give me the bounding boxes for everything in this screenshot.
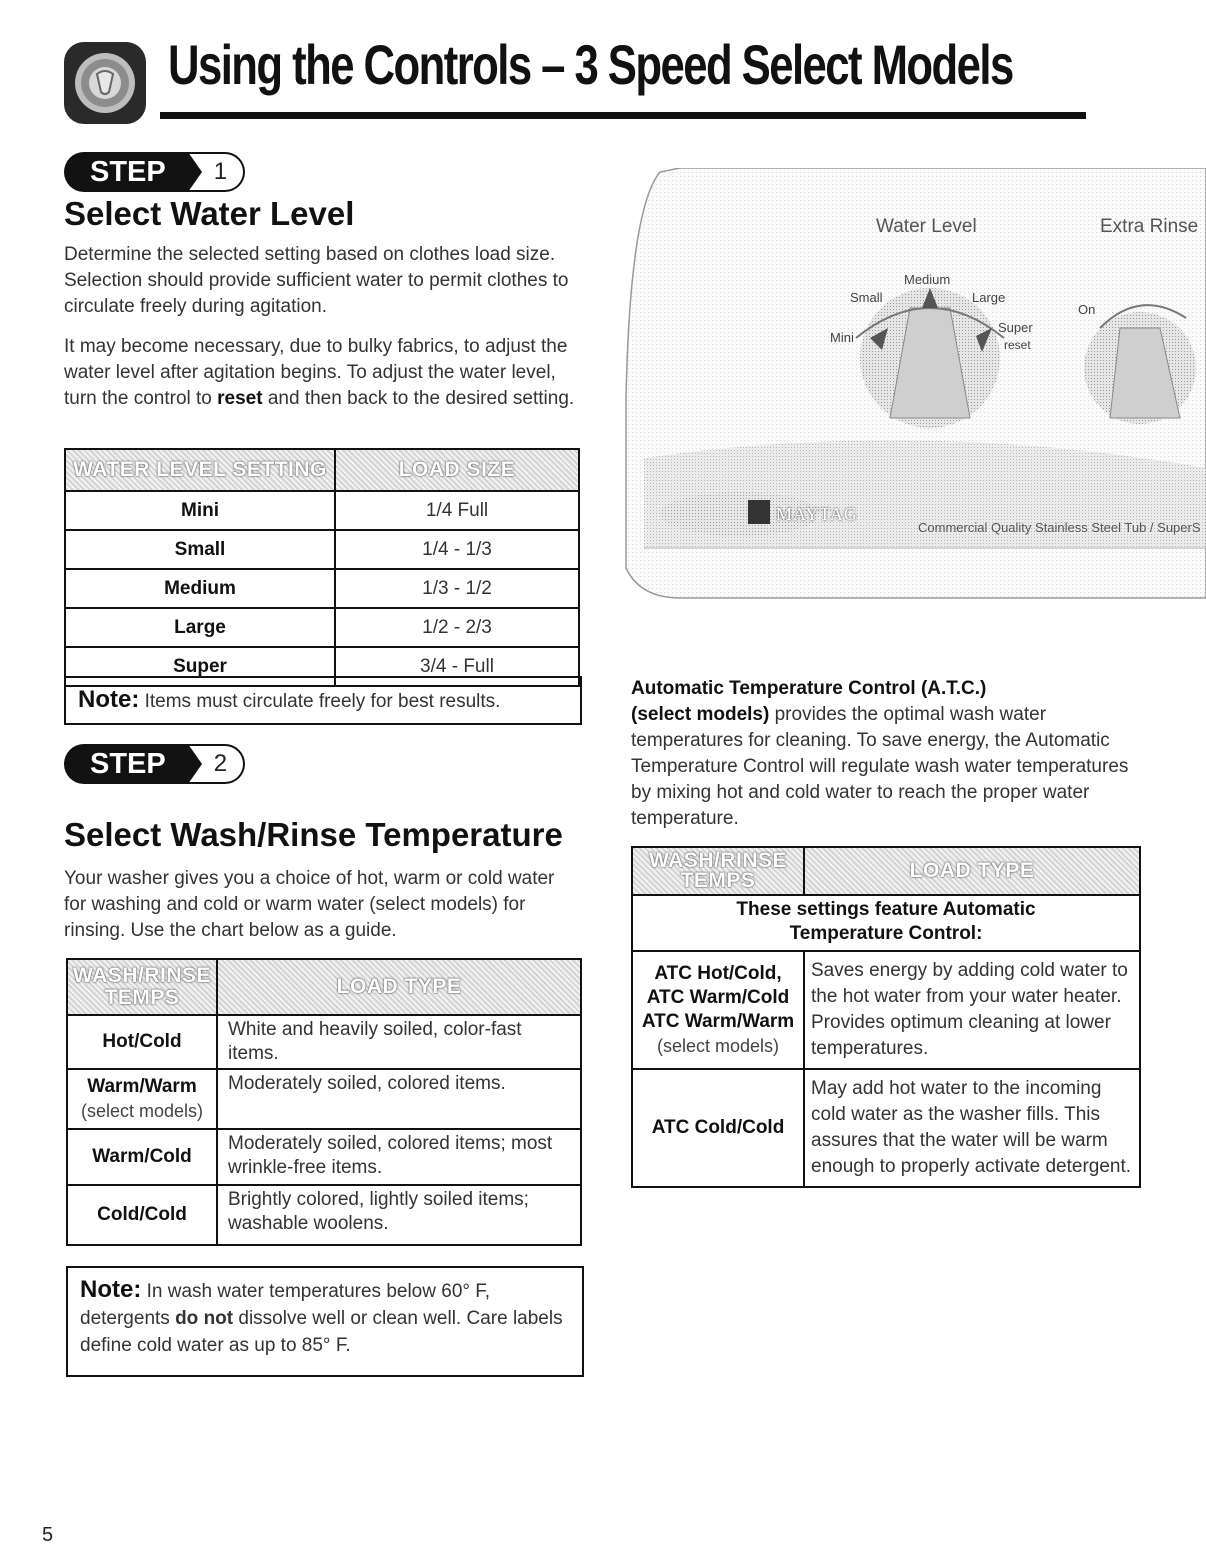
table-cell: Small — [65, 530, 335, 569]
table-row — [67, 1069, 581, 1129]
table-cell: Cold/Cold — [67, 1185, 217, 1245]
step-1-heading: Select Water Level — [64, 195, 355, 232]
table-cell: Brightly colored, lightly soiled items; washable woolens. — [217, 1185, 581, 1245]
step-label: STEP — [64, 744, 188, 784]
step-2-para: Your washer gives you a choice of hot, warm or cold water for washing and cold or warm water (select models) for rinsing. Use the chart below as a guide. — [64, 868, 555, 941]
water-level-table — [64, 448, 580, 687]
knob-label-on: On — [1078, 302, 1096, 317]
note-label: Note: — [78, 686, 140, 713]
table-cell: Saves energy by adding cold water to the hot water from your water heater. Provides optimum cleaning at lower temperatures. — [804, 951, 1140, 1069]
maytag-logo-icon — [748, 500, 770, 524]
step-1-para-1: Determine the selected setting based on clothes load size. Selection should provide sufficient water to permit clothes to circulate freely during agitation. — [64, 244, 569, 317]
step-1-para-2: It may become necessary, due to bulky fabrics, to adjust the water level after agitation begins. To adjust the water level, turn the control to reset and then back to the desired setting. — [64, 336, 575, 409]
step-number: 1 — [188, 152, 245, 192]
title-rule — [160, 112, 1086, 119]
extra-rinse-label: Extra Rinse — [1100, 216, 1199, 237]
atc-lead: (select models) — [631, 704, 770, 725]
table-row — [65, 608, 579, 647]
note-box-1 — [64, 676, 582, 725]
table-cell: ATC Cold/Cold — [632, 1069, 804, 1187]
step-2-badge — [64, 744, 245, 784]
page-title: Using the Controls – 3 Speed Select Models — [168, 33, 1013, 96]
knob-label-large: Large — [972, 290, 1006, 305]
controls-knob-icon — [62, 40, 148, 126]
knob-label-small: Small — [850, 290, 883, 305]
table-cell: 1/4 - 1/3 — [335, 530, 579, 569]
table-header: WASH/RINSE TEMPS — [632, 847, 804, 895]
table-cell: ATC Hot/Cold, ATC Warm/Cold ATC Warm/Warm (select models) — [632, 951, 804, 1069]
table-row — [65, 569, 579, 608]
note-text: Items must circulate freely for best results. — [139, 691, 501, 712]
table-header: WASH/RINSE TEMPS — [67, 959, 217, 1015]
atc-table — [631, 846, 1141, 1188]
table-cell: Warm/Cold — [67, 1129, 217, 1185]
table-header: LOAD TYPE — [217, 959, 581, 1015]
table-row — [67, 1185, 581, 1245]
atc-paragraph: Automatic Temperature Control (A.T.C.) (select models) provides the optimal wash water temperatures for cleaning. To save energy, the Automatic Temperature Control will regulate wash water temperatures by mixing hot and cold water to reach the proper water temperature. — [631, 678, 1129, 829]
table-header: WATER LEVEL SETTING — [65, 449, 335, 491]
table-row — [632, 895, 1140, 951]
table-row — [67, 1015, 581, 1069]
table-cell: White and heavily soiled, color-fast items. — [217, 1015, 581, 1069]
table-row — [65, 491, 579, 530]
note-box-2: Note: In wash water temperatures below 60° F, detergents do not dissolve well or clean well. Care labels define cold water as up to 85° F. — [66, 1266, 584, 1377]
atc-title: Automatic Temperature Control (A.T.C.) — [631, 678, 987, 699]
table-cell: Super — [65, 647, 335, 686]
step-label: STEP — [64, 152, 188, 192]
knob-label-super: Super — [998, 320, 1033, 335]
table-cell: 1/3 - 1/2 — [335, 569, 579, 608]
table-row — [632, 951, 1140, 1069]
table-header: LOAD SIZE — [335, 449, 579, 491]
step-2-heading: Select Wash/Rinse Temperature — [64, 816, 563, 853]
brand-tagline: Commercial Quality Stainless Steel Tub / SuperS — [918, 520, 1201, 535]
knob-label-mini: Mini — [830, 330, 854, 345]
table-row — [632, 1069, 1140, 1187]
knob-label-reset: reset — [1004, 338, 1031, 352]
table-cell: Mini — [65, 491, 335, 530]
brand-name: MAYTAG — [776, 504, 858, 524]
table-cell: Warm/Warm (select models) — [67, 1069, 217, 1129]
page-number: 5 — [42, 1524, 54, 1546]
table-row — [67, 1129, 581, 1185]
water-level-label: Water Level — [876, 216, 977, 237]
table-cell: Large — [65, 608, 335, 647]
wash-rinse-table — [66, 958, 582, 1246]
table-cell: Moderately soiled, colored items. — [217, 1069, 581, 1129]
table-header: LOAD TYPE — [804, 847, 1140, 895]
table-row — [65, 530, 579, 569]
knob-label-medium: Medium — [904, 272, 951, 287]
control-panel-illustration — [620, 168, 1206, 600]
step-number: 2 — [188, 744, 245, 784]
note-label: Note: — [80, 1276, 142, 1303]
table-cell: 1/4 Full — [335, 491, 579, 530]
table-cell: 3/4 - Full — [335, 647, 579, 686]
table-cell: 1/2 - 2/3 — [335, 608, 579, 647]
table-cell: May add hot water to the incoming cold water as the washer fills. This assures that the water will be warm enough to properly activate detergent. — [804, 1069, 1140, 1187]
table-cell: Hot/Cold — [67, 1015, 217, 1069]
table-cell: Moderately soiled, colored items; most wrinkle-free items. — [217, 1129, 581, 1185]
step-1-badge — [64, 152, 245, 192]
atc-banner: These settings feature Automatic Temperature Control: — [632, 895, 1140, 951]
table-cell: Medium — [65, 569, 335, 608]
